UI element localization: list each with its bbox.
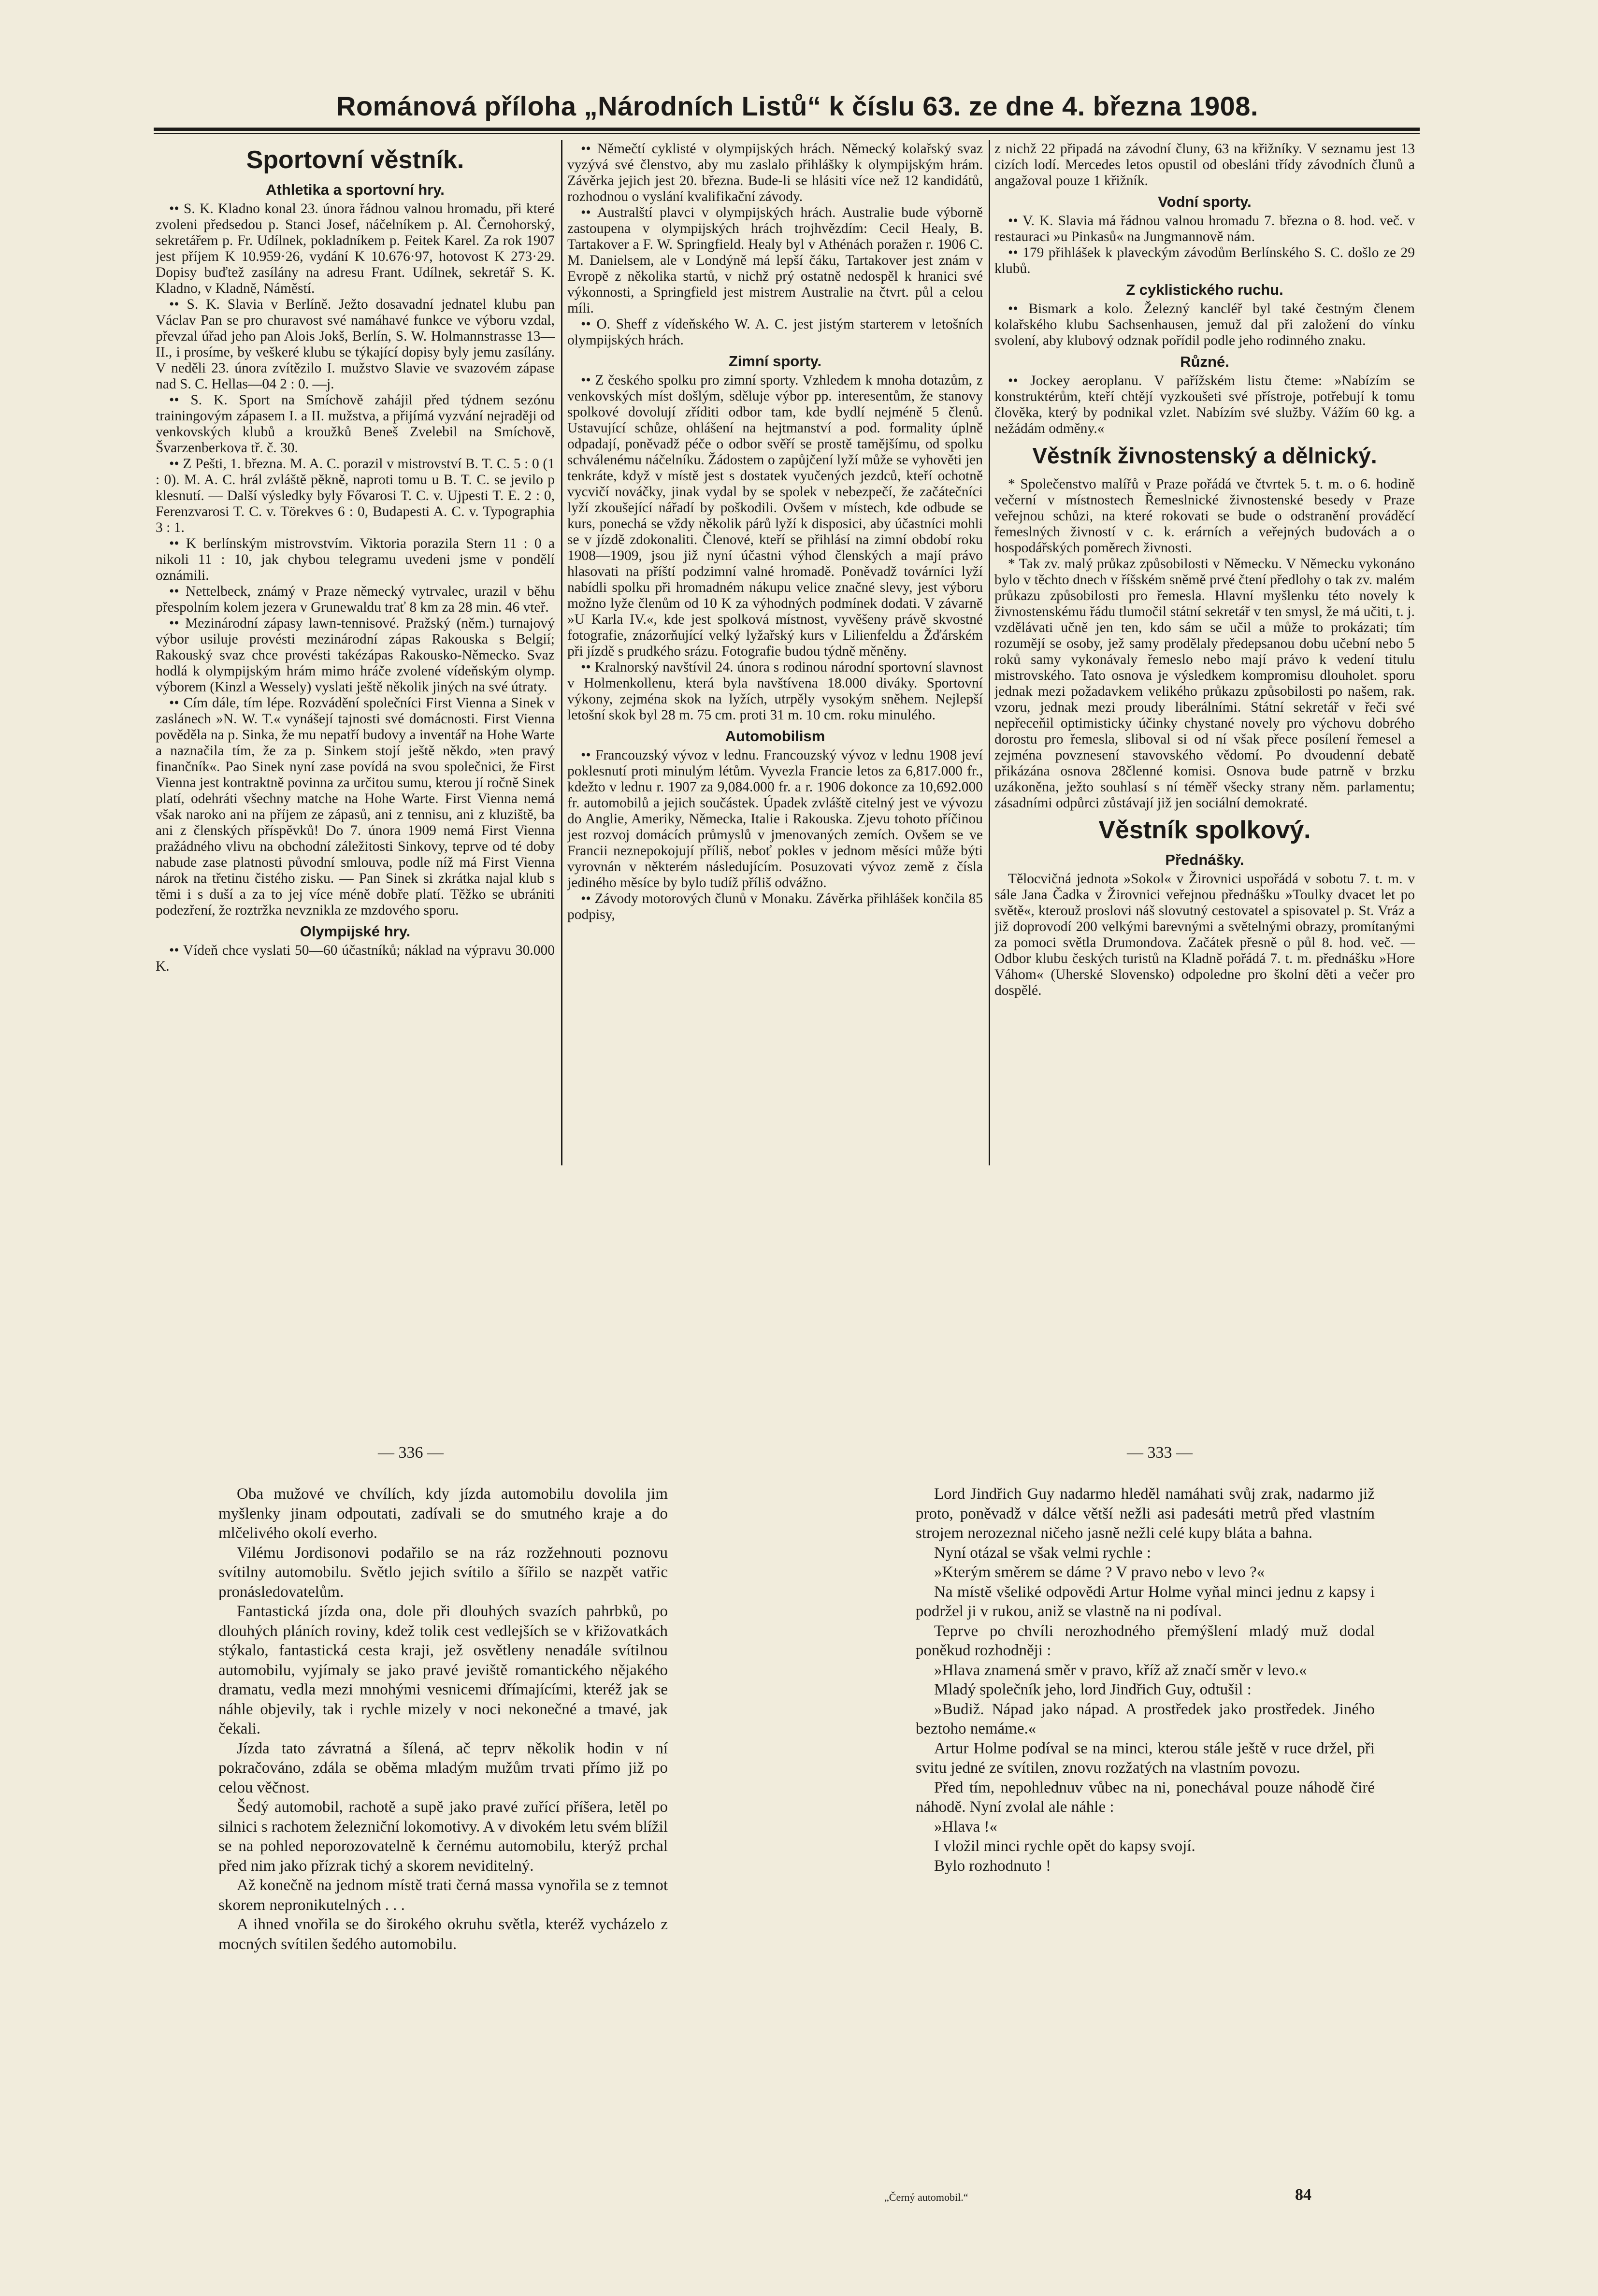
novel-paragraph: Nyní otázal se však velmi rychle : <box>934 1544 1152 1562</box>
novel-paragraph: »Hlava znamená směr v pravo, kříž až značí směr v levo.« <box>934 1661 1307 1679</box>
novel-page-number-left: — 336 — <box>378 1444 444 1462</box>
column-divider <box>561 140 562 1165</box>
article-paragraph: •• Francouzský vývoz v lednu. Francouzský vývoz v lednu 1908 jeví poklesnutí proti minulým létům. Vyvezla Francie letos za 6,817.000 fr., kdežto v lednu r. 1907 za 9,084.000 fr. a r. 1906 dokonce za 10,692.000 fr. automobilů a jejich součástek. Úpadek zvláště citelný jest ve vývozu do Anglie, Ameriky, Německa, Italie i Rakouska. Zjevu tohoto příčinou jest rozvoj domácích průmyslů v jmenovaných zemích. Ovšem se ve Francii neznepokojují příliš, neboť pokles v jednom měsíci může býti vyrovnán v některém následujícím. Posuzovati vývoz země z čísla jediného měsíce by bylo tudíž příliš odvážno. <box>567 747 983 890</box>
novel-footer-title: „Černý automobil.“ <box>884 2191 968 2203</box>
article-paragraph: •• Australští plavci v olympijských hrách. Australie bude výborně zastoupena v olympijských hrách trojhvězdím: Cecil Healy, B. Tartakover a F. W. Springfield. Healy byl v Athénách poražen r. 1906 C. M. Danielsem, ale v Londýně má lepší čáku, Tartakover jest znám v Evropě z několika startů, v nichž prý ostatně nedospěl k hranici své výkonnosti, a Springfield jest mistrem Australie na čtvrt. půl a celou míli. <box>567 205 983 316</box>
masthead-rule <box>154 128 1420 131</box>
page-masthead: Románová příloha „Národních Listů“ k číslu 63. ze dne 4. března 1908. <box>336 91 1258 121</box>
article-paragraph: Tělocvičná jednota »Sokol« v Žirovnici uspořádá v sobotu 7. t. m. v sále Jana Čadka v Žirovnici veřejnou přednášku »Toulky dvacet let po světě«, kterouž proslovi náš slovutný cestovatel a spisovatel p. St. Vráz a již doprovodí 200 velkými barevnými a světelnými obrazy, promítanými za pomoci světla Drumondova. Začátek přesně o půl 8. hod. več. — Odbor klubu českých turistů na Kladně pořádá 7. t. m. přednášku »Hore Váhom« (Uherské Slovensko) odpoledne pro školní děti a večer pro dospělé. <box>994 871 1415 998</box>
article-paragraph: •• Vídeň chce vyslati 50—60 účastníků; náklad na výpravu 30.000 K. <box>156 943 555 974</box>
novel-page-number-right: — 333 — <box>1127 1444 1193 1462</box>
article-paragraph: •• Bismark a kolo. Železný kancléř byl také čestným členem kolařského klubu Sachsenhausen, jemuž dal při založení do vínku svolení, aby klubový odznak pořídil podle jeho rodinného znaku. <box>994 301 1415 348</box>
novel-footer-number: 84 <box>1295 2186 1311 2204</box>
article-paragraph: •• Kralnorský navštívil 24. února s rodinou národní sportovní slavnost v Holmenkollenu, která byla navštívena 18.000 diváky. Sportovní výkony, zejména skok na lyžích, utrpěly vysokým sněhem. Nejlepší letošní skok byl 28 m. 75 cm. proti 31 m. 10 cm. roku minulého. <box>567 660 983 723</box>
subsection-title: Různé. <box>1180 353 1229 370</box>
section-title-vestnik-zivnostensky: Věstník živnostenský a dělnický. <box>1032 443 1377 468</box>
novel-paragraph: Až konečně na jednom místě trati černá massa vynořila se z temnot skorem nepronikutelných . . . <box>218 1877 668 1914</box>
subsection-title: Automobilism <box>725 728 825 745</box>
column-sports-2 <box>567 141 983 1167</box>
article-paragraph: •• O. Sheff z vídeňského W. A. C. jest jistým starterem v letošních olympijských hrách. <box>567 316 983 348</box>
novel-paragraph: »Hlava !« <box>934 1818 998 1836</box>
novel-paragraph: Fantastická jízda ona, dole při dlouhých svazích pahrbků, po dlouhých pláních roviny, kdež tolik cest vedlejších se v křižovatkách stýkalo, fantastická cesta kraji, jež osvětleny nenadále svítilnou automobilu, vyjímaly se jako pravé jeviště romantického nějakého dramatu, vedla mezi mnohými vesnicemi dřímajícími, kteréž jak se náhle objevily, tak i rychle mizely v noci nekonečné a tmavé, jak čekali. <box>218 1603 668 1737</box>
subsection-title: Z cyklistického ruchu. <box>1126 281 1283 298</box>
novel-paragraph: Bylo rozhodnuto ! <box>934 1857 1051 1875</box>
section-title-vestnik-spolkovy: Věstník spolkový. <box>1098 816 1311 844</box>
column-sports-3 <box>994 141 1415 1167</box>
article-paragraph: •• S. K. Kladno konal 23. února řádnou valnou hromadu, při které zvoleni předsedou p. Stanci Josef, náčelníkem p. Al. Černohorský, sekretářem p. Fr. Udílnek, pokladníkem p. Feitek Karel. Za rok 1907 jest příjem K 10.959·26, vydání K 10.676·97, hotovost K 273·29. Dopisy buďtež zasílány na adresu Frant. Udílnek, sekretář S. K. Kladno, v Kladně, Náměstí. <box>156 201 555 296</box>
novel-paragraph: Oba mužové ve chvílích, kdy jízda automobilu dovolila jim myšlenky jinam odpoutati, zadívali se do smutného kraje a do mlčelivého okolí everho. <box>218 1485 668 1542</box>
article-paragraph: •• V. K. Slavia má řádnou valnou hromadu 7. března o 8. hod. več. v restauraci »u Pinkasů« na Jungmannově nám. <box>994 213 1415 244</box>
subsection-title: Zimní sporty. <box>728 353 822 370</box>
novel-paragraph: Na místě všeliké odpovědi Artur Holme vyňal minci jednu z kapsy i podržel ji v rukou, aniž se vlastně na ni podíval. <box>916 1583 1375 1620</box>
masthead-rule-thin <box>154 133 1420 134</box>
article-paragraph: •• Němečtí cyklisté v olympijských hrách. Německý kolařský svaz vyzývá své členstvo, aby mu zaslalo přihlášky k olympijským hrám. Závěrka jejich jest 20. března. Bude-li se hlásiti více než 12 kandidátů, rozhodnou o vyslání kvalifikační závody. <box>567 141 983 204</box>
article-paragraph: * Společenstvo malířů v Praze pořádá ve čtvrtek 5. t. m. o 6. hodině večerní v místnostech Řemeslnické živnostenské besedy v Praze veřejnou schůzi, na které rokovati se bude o odstranění prováděcí řemeslných živností v c. k. erárních a veřejných budovách a o hospodářských poměrech živnosti. <box>994 476 1415 556</box>
novel-paragraph: A ihned vnořila se do širokého okruhu světla, kteréž vycházelo z mocných svítilen šedého automobilu. <box>218 1916 668 1953</box>
novel-paragraph: Lord Jindřich Guy nadarmo hleděl namáhati svůj zrak, nadarmo již proto, poněvadž v dálce větší nežli asi padesáti metrů před vlastním strojem nerozeznal ničeho jasně nežli celé kupy bláta a bahna. <box>916 1485 1375 1542</box>
article-paragraph: •• Z Pešti, 1. března. M. A. C. porazil v mistrovství B. T. C. 5 : 0 (1 : 0). M. A. C. hrál zvláště pěkně, naproti tomu u B. T. C. se jevilo p klesnutí. — Další výsledky byly Fővarosi T. C. v. Ujpesti T. E. 2 : 0, Ferenzvarosi T. C. v. Törekves 6 : 0, Budapesti A. C. v. Typographia 3 : 1. <box>156 456 555 535</box>
novel-page-right <box>916 1484 1375 2006</box>
article-paragraph: •• Závody motorových člunů v Monaku. Závěrka přihlášek končila 85 podpisy, <box>567 891 983 922</box>
novel-paragraph: Šedý automobil, rachotě a supě jako pravé zuřící příšera, letěl po silnici s rachotem železniční lokomotivy. A v divokém letu svém blížil se na pohled neporozovatelně k černému automobilu, kterýž prchal před nim jako přízrak tichý a skorem neviditelný. <box>218 1798 668 1875</box>
novel-paragraph: I vložil minci rychle opět do kapsy svojí. <box>934 1837 1195 1855</box>
subsection-title: Přednášky. <box>1165 851 1244 868</box>
novel-paragraph: Před tím, nepohlednuv vůbec na ni, ponechával pouze náhodě čiré náhodě. Nyní zvolal ale náhle : <box>916 1779 1375 1816</box>
article-paragraph: •• Nettelbeck, známý v Praze německý vytrvalec, urazil v běhu přespolním kolem jezera v Grunewaldu trať 8 km za 28 min. 46 vteř. <box>156 584 555 615</box>
article-paragraph: * Tak zv. malý průkaz způsobilosti v Německu. V Německu vykonáno bylo v těchto dnech v říšském sněmě prvé čtení předlohy o tak zv. malém průkazu způsobilosti pro řemesla. Hlavní myšlenku této novely k živnostenskému řádu tlumočil státní sekretář v ten smysl, že má učiti, t. j. vzdělávati učně jen ten, kdo sám se učil a může to prokázati; tím rozumějí se osoby, jež samy prodělaly předepsanou dobu učební nebo 5 roků samy vykonávaly řemeslo nebo mají právo k vedení titulu mistrovského. Tato osnova je výsledkem kompromisu dlouholet. sporu jednak mezi požadavkem velikého průkazu způsobilosti po našem, rak. vzoru, jednak mezi proudy liberálními. Státní sekretář v řeči své nepřeceňil optimisticky účinky chystané novely pro výchovu dobrého dorostu pro řemesla, sliboval si od ní však přece posílení řemesel a zejména povznesení stavovského vědomí. Po dvoudenní debatě přikázána osnova 28členné komisi. Osnova bude patrně v brzku uzákoněna, ježto souhlasí s ní téměř všecky strany něm. parlamentu; zásadními odpůrci zůstávají již jen sociální demokraté. <box>994 556 1415 811</box>
subsection-title: Vodní sporty. <box>1158 193 1252 210</box>
novel-paragraph: Artur Holme podíval se na minci, kterou stále ještě v ruce držel, při svitu jedné ze svítilen, znovu rozžatých na vlastním povozu. <box>916 1739 1375 1777</box>
section-title-sportovni-vestnik: Sportovní věstník. <box>246 146 464 174</box>
article-paragraph: •• Mezinárodní zápasy lawn-tennisové. Pražský (něm.) turnajový výbor usiluje provésti mezinárodní zápas Rakouska s Belgií; Rakouský svaz chce provésti takézápas Rakousko-Německo. Svaz hodlá k olympijským hrám mimo hráče zvolené vídeňským olymp. výborem (Kinzl a Wessely) vyslati ještě několik jiných na své útraty. <box>156 616 555 695</box>
article-paragraph: •• K berlínským mistrovstvím. Viktoria porazila Stern 11 : 0 a nikoli 11 : 10, jak chybou telegramu uvedeni jsme v pondělí oznámili. <box>156 536 555 583</box>
novel-paragraph: Mladý společník jeho, lord Jindřich Guy, odtušil : <box>934 1681 1252 1698</box>
column-divider <box>989 140 990 1165</box>
article-paragraph: •• Jockey aeroplanu. V pařížském listu čteme: »Nabízím se konstruktérům, kteří chtějí vyzkoušeti své přístroje, potřebují k tomu člověka, který by podnikal vzlet. Nabízím své služby. Vážím 60 kg. a nežádám odměny.« <box>994 373 1415 436</box>
novel-paragraph: Jízda tato závratná a šílená, ač teprv několik hodin v ní pokračováno, zdála se oběma mladým mužům trvati přímo již po celou věčnost. <box>218 1739 668 1796</box>
subsection-title: Athletika a sportovní hry. <box>266 181 445 198</box>
novel-page-left <box>218 1484 668 2064</box>
article-paragraph: •• S. K. Slavia v Berlíně. Ježto dosavadní jednatel klubu pan Václav Pan se pro churavost své namáhavé funkce ve výboru vzdal, převzal úřad jeho pan Alois Jokš, Berlín, S. W. Holmannstrasse 13—II., i prosíme, by veškeré klubu se týkající dopisy byly jemu zasílány. V neděli 23. února zvítězilo I. mužstvo Slavie ve svazovém zápase nad S. C. Hellas—04 2 : 0. —j. <box>156 297 555 392</box>
novel-paragraph: »Kterým směrem se dáme ? V pravo nebo v levo ?« <box>934 1564 1265 1581</box>
novel-paragraph: »Budiž. Nápad jako nápad. A prostředek jako prostředek. Jiného beztoho nemáme.« <box>916 1700 1375 1737</box>
article-paragraph: •• Cím dále, tím lépe. Rozvádění společníci First Vienna a Sinek v zaslánech »N. W. T.« vynášejí tajnosti své domácnosti. First Vienna pověděla na p. Sinka, že mu nepatří budovy a inventář na Hohe Warte a naznačila tím, že za p. Sinkem stojí ještě někdo, »ten pravý finančník«. Pao Sinek nyní zase povídá na svou společnici, že First Vienna jest kontraktně povinna za určitou sumu, kterou jí ročně Sinek platí, odehráti všechny matche na Hohe Warte. First Vienna nemá však naroko ani na příjem ze zápasů, ani z tennisu, ani z kluziště, ba ani z členských příspěvků! Do 7. února 1909 nemá First Vienna pražádného vlivu na obchodní záležitosti Sinkovy, teprve od té doby nabude zase platnosti původní smlouva, podle níž má First Vienna nárok na třetinu čistého zisku. — Pan Sinek si zkrátka najal klub s těmi i s duší a za to jej více méně dobře platí. Těžko se ubrániti podezření, že roztržka nevznikla ze mzdového sporu. <box>156 695 555 918</box>
novel-paragraph: Teprve po chvíli nerozhodného přemýšlení mladý muž dodal poněkud rozhodněji : <box>916 1622 1375 1659</box>
column-sports-1 <box>156 141 555 1167</box>
subsection-title: Olympijské hry. <box>300 923 411 940</box>
article-paragraph: •• 179 přihlášek k plaveckým závodům Berlínského S. C. došlo ze 29 klubů. <box>994 245 1415 276</box>
article-paragraph: •• S. K. Sport na Smíchově zahájil před týdnem sezónu trainingovým zápasem I. a II. mužstva, a přijímá vyzvání nejraději od venkovských klubů a kroužků Beneš Zvelebil na Smíchově, Švarzenberkova tř. č. 30. <box>156 392 555 456</box>
article-paragraph: •• Z českého spolku pro zimní sporty. Vzhledem k mnoha dotazům, z venkovských míst došlým, sděluje výbor pp. interesentům, že stanovy spolkové dovolují zříditi odbor tam, kde bydlí nejméně 5 členů. Ustavující schůze, ohlášení na hejtmanství a pod. formality úplně odpadají, poněvadž péče o odbor svěří se prostě tamějšímu, od spolku schválenému náčelníku. Žádostem o zapůjčení lyží může se vyhověti jen tenkráte, když v místě jest s dostatek vyučených jezdců, kteří ochotně vycvičí nováčky, jinak vydal by se spolek v nebezpečí, že začátečníci lyží zkoušející nářadí by poškodili. Ovšem v místech, kde odbude se kurs, ponechá se vždy několik párů lyží k disposici, aby účastníci mohli se v jízdě zdokonaliti. Členové, kteří se přihlásí na zimní období roku 1908—1909, jsou již nyní účastni výhod členských a mají právo hlasovati na příští podzimní valné hromadě. Poněvadž továrníci lyží nabídli spolku při hromadném nákupu velice značné slevy, jest výboru možno lyže členům od 10 K za výhodných podmínek dodati. V závarně »U Karla IV.«, kde jest spolková místnost, vyvěšeny právě skvostné fotografie, znázorňující velký lyžařský kurs v Lilienfeldu a Žďárském při jízdě s prudkého srázu. Fotografie budou týdně měněny. <box>567 373 983 659</box>
novel-paragraph: Vilému Jordisonovi podařilo se na ráz rozžehnouti poznovu svítilny automobilu. Světlo jejich svítilo a šířilo se nazpět vatřic pronásledovatelům. <box>218 1544 668 1601</box>
article-paragraph: z nichž 22 připadá na závodní čluny, 63 na křižníky. V seznamu jest 13 cizích lodí. Mercedes letos opustil od obesláni třídy závodních člunů a angažoval pouze 1 křižník. <box>994 141 1415 188</box>
